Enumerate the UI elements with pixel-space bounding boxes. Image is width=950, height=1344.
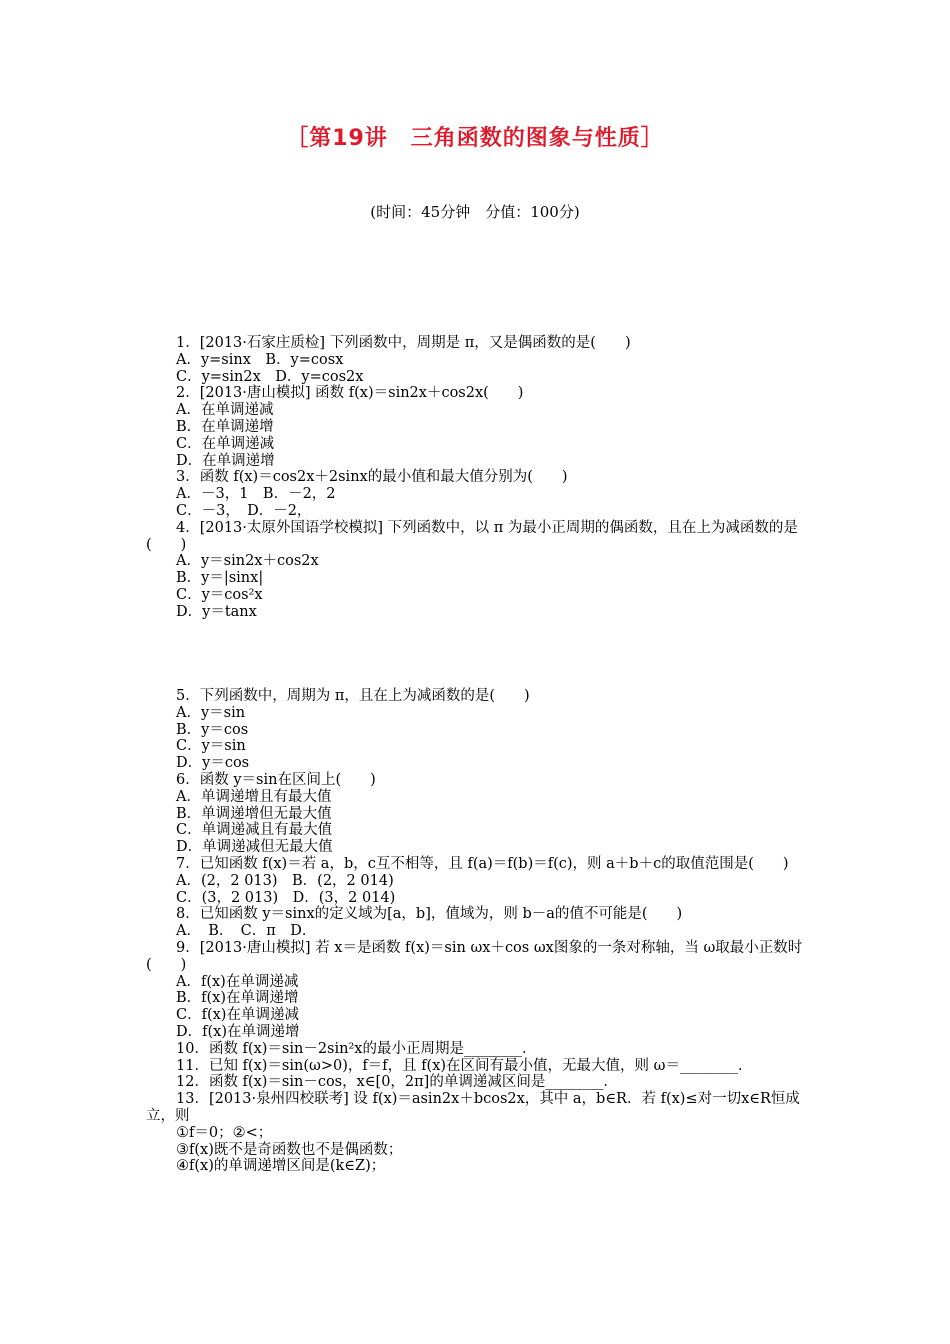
question-line: C．y=sin2x D．y=cos2x bbox=[176, 368, 364, 385]
question-line: D．y＝cos bbox=[176, 755, 250, 772]
question-line: 6．函数 y＝sin在区间上( ) bbox=[176, 771, 376, 788]
question-line: 3．函数 f(x)＝cos2x＋2sinx的最小值和最大值分别为( ) bbox=[176, 469, 568, 486]
question-line: 2．[2013·唐山模拟] 函数 f(x)＝sin2x＋cos2x( ) bbox=[176, 385, 524, 402]
question-line: B．f(x)在单调递增 bbox=[176, 990, 299, 1007]
question-line: D．y＝tanx bbox=[176, 603, 257, 620]
question-line: 13．[2013·泉州四校联考] 设 f(x)＝asin2x＋bcos2x，其中 a，b∈R．若 f(x)≤对一切x∈R恒成立，则 bbox=[146, 1091, 800, 1124]
question-line: 9．[2013·唐山模拟] 若 x＝是函数 f(x)＝sin ωx＋cos ωx图象的一条对称轴，当 ω取最小正数时( ) bbox=[146, 939, 803, 973]
question-line: 10．函数 f(x)＝sin－2sin²x的最小正周期是________． bbox=[176, 1040, 537, 1057]
question-line: ③f(x)既不是奇函数也不是偶函数； bbox=[176, 1141, 403, 1158]
question-line: B．在单调递增 bbox=[176, 418, 274, 435]
question-line: A．单调递增且有最大值 bbox=[176, 788, 332, 805]
question-line: B．单调递增但无最大值 bbox=[176, 805, 332, 822]
question-line: A．－3，1 B．－2，2 bbox=[176, 486, 336, 503]
question-line: B．y＝|sinx| bbox=[176, 570, 264, 587]
question-line: ④f(x)的单调递增区间是(k∈Z)； bbox=[176, 1158, 386, 1175]
question-line: A．(2，2 013) B．(2，2 014) bbox=[176, 872, 394, 889]
question-line: 11．已知 f(x)＝sin(ω>0)，f＝f，且 f(x)在区间有最小值，无最大值，则 ω＝________． bbox=[176, 1057, 753, 1074]
question-line: A．y＝sin bbox=[176, 704, 246, 721]
question-line: C．(3，2 013) D．(3，2 014) bbox=[176, 889, 396, 906]
question-line: D．单调递减但无最大值 bbox=[176, 839, 333, 856]
question-line: ①f＝0；②<； bbox=[176, 1124, 273, 1141]
question-line: A．y=sinx B．y=cosx bbox=[176, 351, 344, 368]
question-line: C．y＝sin bbox=[176, 738, 246, 755]
question-line: 1．[2013·石家庄质检] 下列函数中，周期是 π，又是偶函数的是( ) bbox=[176, 335, 631, 351]
question-line: D．在单调递增 bbox=[176, 452, 275, 469]
question-line: C．y＝cos²x bbox=[176, 586, 263, 603]
question-block-2 bbox=[146, 688, 808, 1175]
question-line: 12．函数 f(x)＝sin－cos，x∈[0，2π]的单调递减区间是________． bbox=[176, 1074, 618, 1091]
question-line: A．在单调递减 bbox=[176, 402, 274, 419]
question-line: 7．已知函数 f(x)＝若 a，b，c互不相等，且 f(a)＝f(b)＝f(c)，则 a＋b＋c的取值范围是( ) bbox=[176, 855, 789, 872]
page-title: ［第19讲 三角函数的图象与性质］ bbox=[286, 126, 664, 151]
question-line: C．单调递减且有最大值 bbox=[176, 822, 333, 839]
question-line: 5．下列函数中，周期为 π，且在上为减函数的是( ) bbox=[176, 688, 530, 704]
question-line: D．f(x)在单调递增 bbox=[176, 1023, 300, 1040]
question-line: C．－3， D．－2， bbox=[176, 502, 312, 519]
question-line: B．y＝cos bbox=[176, 721, 249, 738]
question-line: C．f(x)在单调递减 bbox=[176, 1007, 299, 1024]
question-line: 4．[2013·太原外国语学校模拟] 下列函数中，以 π 为最小正周期的偶函数，且在上为减函数的是( ) bbox=[146, 519, 798, 553]
question-block-1 bbox=[146, 335, 808, 621]
question-line: A． B． C．π D． bbox=[176, 923, 317, 940]
question-line: A．y＝sin2x＋cos2x bbox=[176, 553, 319, 570]
exam-info: (时间：45分钟 分值：100分) bbox=[370, 203, 580, 221]
question-line: C．在单调递减 bbox=[176, 435, 275, 452]
question-line: A．f(x)在单调递减 bbox=[176, 973, 299, 990]
question-line: 8．已知函数 y＝sinx的定义域为[a，b]，值域为，则 b－a的值不可能是( ) bbox=[176, 906, 683, 923]
